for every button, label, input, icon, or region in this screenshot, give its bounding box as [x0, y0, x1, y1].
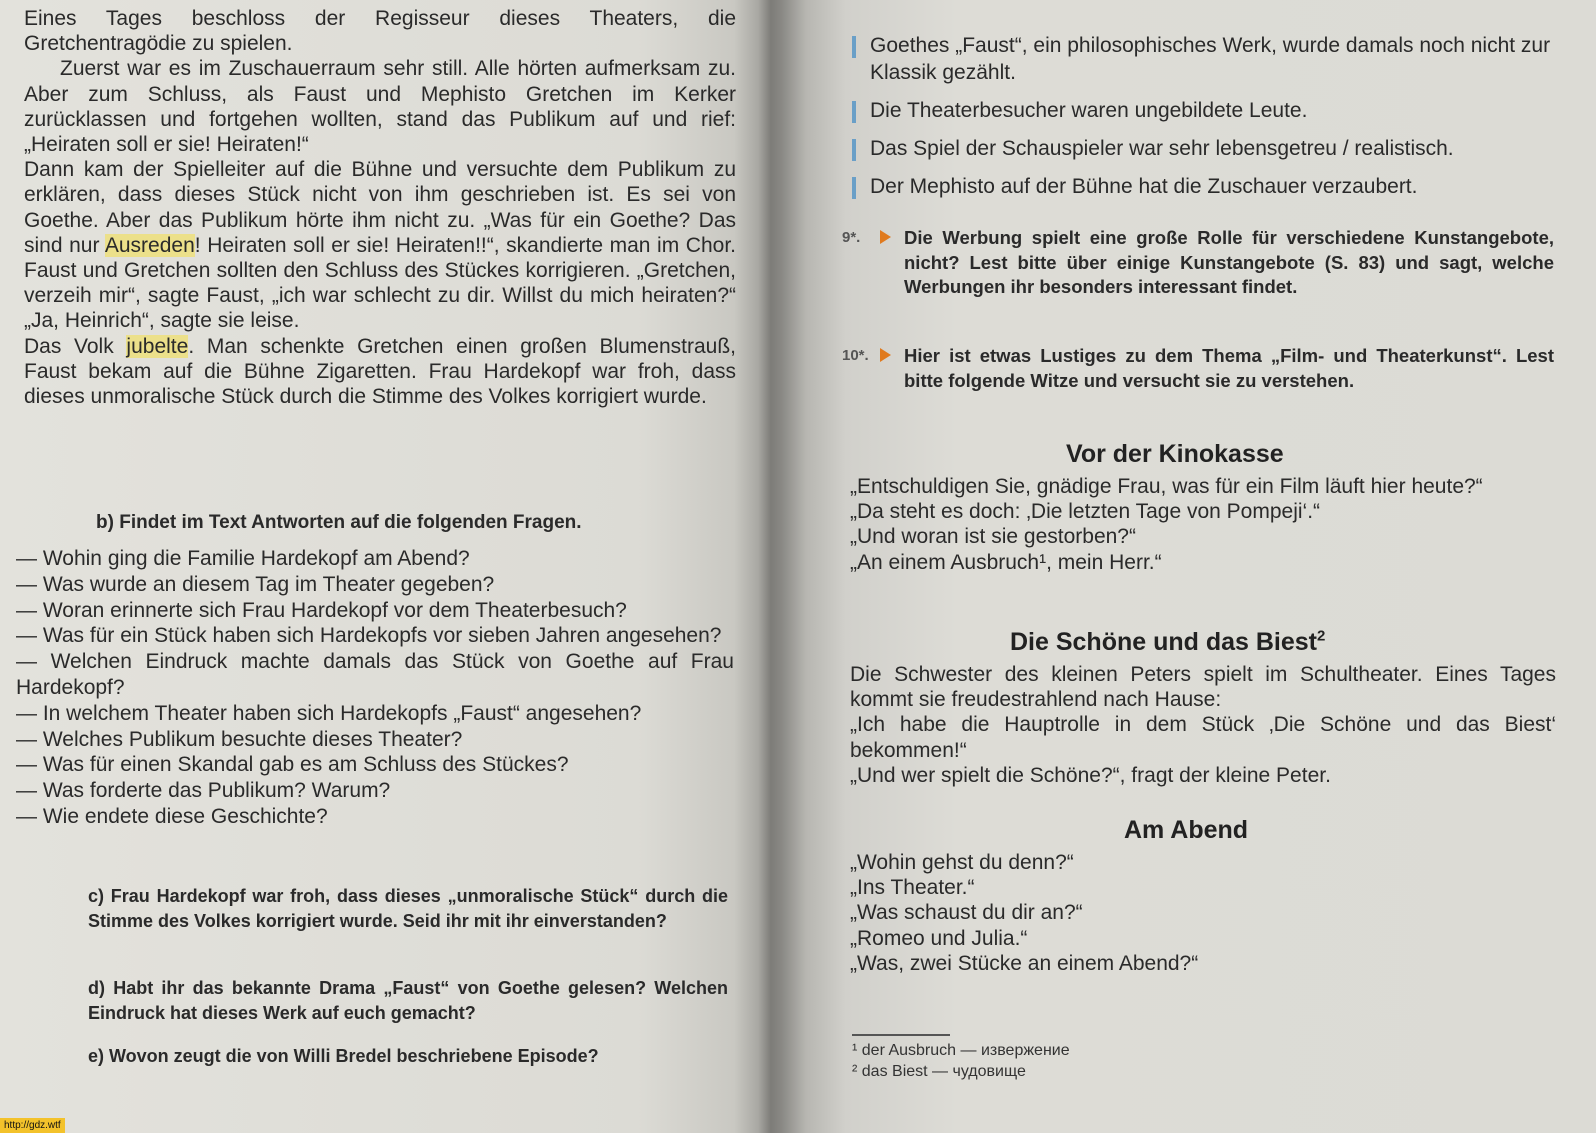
statement-text: Das Spiel der Schauspieler war sehr lebensgetreu / realistisch. [870, 137, 1454, 160]
story-line: „Wohin gehst du denn?“ [850, 851, 1074, 874]
story-text [24, 6, 736, 409]
paragraph-2: Zuerst war es im Zuschauerraum sehr still. Alle hörten aufmerksam zu. Aber zum Schluss, als Faust und Mephisto Gretchen im Kerker zurücklassen und fortgehen wollten, stand das Publikum auf und rief: „Heiraten soll er sie! Heiraten!“ [24, 57, 736, 157]
footnote-item: ² das Biest — чудовище [852, 1063, 1026, 1080]
statement-item [852, 135, 1562, 162]
highlighted-word-ausreden: Ausreden [104, 233, 195, 257]
statement-marker [852, 36, 856, 58]
question-item: — Wie endete diese Geschichte? [16, 804, 328, 828]
task-d: d) Habt ihr das bekannte Drama „Faust“ von Goethe gelesen? Welchen Eindruck hat dieses Werk auf euch gemacht? [88, 978, 728, 1023]
statement-marker [852, 101, 856, 123]
task-9-number: 9*. [842, 229, 861, 246]
task-c: c) Frau Hardekopf war froh, dass dieses „unmoralische Stück“ durch die Stimme des Volkes korrigiert wurde. Seid ihr mit ihr einverstanden? [88, 886, 728, 931]
statement-item [852, 173, 1562, 200]
statement-text: Der Mephisto auf der Bühne hat die Zuschauer verzaubert. [870, 175, 1418, 198]
story-title-biest-text: Die Schöne und das Biest [1010, 628, 1318, 656]
footnote-marker: 2 [1317, 627, 1326, 645]
task-b-heading: b) Findet im Text Antworten auf die folgenden Fragen. [96, 512, 582, 533]
question-item: — Was für ein Stück haben sich Hardekopfs vor sieben Jahren angesehen? [16, 624, 722, 648]
story-line: „Entschuldigen Sie, gnädige Frau, was für ein Film läuft hier heute?“ [850, 475, 1483, 498]
highlighted-word-jubelte: jubelte [126, 334, 189, 358]
task-9-text: Die Werbung spielt eine große Rolle für verschiedene Kunstangebote, nicht? Lest bitte über einige Kunstangebote (S. 83) und sagt, welche Werbungen ihr besonders interessant findet. [904, 227, 1554, 297]
story-kinokasse [850, 474, 1556, 575]
paragraph-1: Eines Tages beschloss der Regisseur dieses Theaters, die Gretchentragödie zu spielen. [24, 7, 736, 56]
question-item: — Was wurde an diesem Tag im Theater gegeben? [16, 572, 495, 596]
statement-item [852, 97, 1562, 124]
question-item: — Welches Publikum besuchte dieses Theater? [16, 727, 463, 751]
task-10-number: 10*. [842, 347, 869, 364]
task-10 [842, 344, 1554, 393]
story-line: „Ich habe die Hauptrolle in dem Stück ‚Die Schöne und das Biest‘ bekommen!“ [850, 713, 1556, 762]
question-item: — Woran erinnerte sich Frau Hardekopf vor dem Theaterbesuch? [16, 598, 627, 622]
story-biest [850, 662, 1556, 788]
left-page [0, 0, 740, 1133]
paragraph-4-part-1: Das Volk [24, 334, 114, 358]
paragraph-3-part-1: Dann kam der Spielleiter auf die Bühne und versuchte dem Publikum zu erklären, dass dieses Stück nicht von ihm geschrieben ist. Es sei von Goethe. Aber das Publikum hörte ihm nicht zu. „Was für ein Goethe? Das sind nur [24, 158, 736, 257]
story-title-kinokasse: Vor der Kinokasse [1066, 440, 1284, 468]
task-10-text: Hier ist etwas Lustiges zu dem Thema „Film- und Theaterkunst“. Lest bitte folgende Witze und versucht sie zu verstehen. [904, 345, 1554, 391]
story-line: „Da steht es doch: ‚Die letzten Tage von Pompeji‘.“ [850, 500, 1321, 524]
story-title-biest [1010, 628, 1325, 657]
statement-text: Die Theaterbesucher waren ungebildete Leute. [870, 99, 1308, 122]
story-line: „Und woran ist sie gestorben?“ [850, 525, 1136, 549]
task-e: e) Wovon zeugt die von Willi Bredel beschriebene Episode? [88, 1046, 599, 1066]
story-line: „Was schaust du dir an?“ [850, 901, 1083, 925]
footnotes [852, 1040, 1070, 1082]
question-item: — In welchem Theater haben sich Hardekopfs „Faust“ angesehen? [16, 701, 642, 725]
arrow-icon [880, 348, 891, 362]
statement-text: Goethes „Faust“, ein philosophisches Werk, wurde damals noch nicht zur Klassik gezählt. [870, 34, 1551, 84]
story-line: „An einem Ausbruch¹, mein Herr.“ [850, 550, 1162, 574]
arrow-icon [880, 230, 891, 244]
question-item: — Was für einen Skandal gab es am Schluss des Stückes? [16, 753, 569, 777]
story-line: „Romeo und Julia.“ [850, 926, 1028, 950]
story-line: Die Schwester des kleinen Peters spielt im Schultheater. Eines Tages kommt sie freudestrahlend nach Hause: [850, 663, 1556, 712]
statement-marker [852, 177, 856, 199]
footnote-item: ¹ der Ausbruch — извержение [852, 1042, 1070, 1059]
story-title-abend: Am Abend [1124, 816, 1249, 844]
paragraph-3-part-2: ! Heiraten soll er sie! Heiraten!!“, skandierte man im Chor. Faust und Gretchen sollten den Schluss des Stückes korrigieren. „Gretchen, verzeih mir“, sagte Faust, „ich war schlecht zu dir. Willst du mich heiraten?“ „Ja, Heinrich“, sagte sie leise. [24, 233, 736, 333]
story-line: „Was, zwei Stücke an einem Abend?“ [850, 951, 1199, 975]
question-item: — Welchen Eindruck machte damals das Stück von Goethe auf Frau Hardekopf? [16, 650, 734, 699]
story-abend [850, 850, 1556, 976]
statement-item [852, 32, 1562, 86]
statement-list [852, 32, 1562, 211]
story-line: „Ins Theater.“ [850, 876, 975, 900]
task-9 [842, 226, 1554, 300]
question-item: — Wohin ging die Familie Hardekopf am Abend? [16, 547, 470, 570]
question-item: — Was forderte das Publikum? Warum? [16, 779, 391, 803]
paragraph-3 [24, 157, 736, 333]
statement-marker [852, 139, 856, 161]
watermark-link[interactable]: http://gdz.wtf [0, 1118, 65, 1133]
paragraph-4-part-2: . Man schenkte Gretchen einen großen Blumenstrauß, Faust bekam auf die Bühne Zigaretten. Frau Hardekopf war froh, dass dieses unmoralische Stück durch die Stimme des Volkes korrigiert wurde. [24, 334, 736, 409]
footnote-divider [852, 1034, 950, 1036]
question-list [16, 546, 734, 830]
paragraph-4 [24, 334, 736, 410]
story-line: „Und wer spielt die Schöne?“, fragt der kleine Peter. [850, 763, 1331, 787]
